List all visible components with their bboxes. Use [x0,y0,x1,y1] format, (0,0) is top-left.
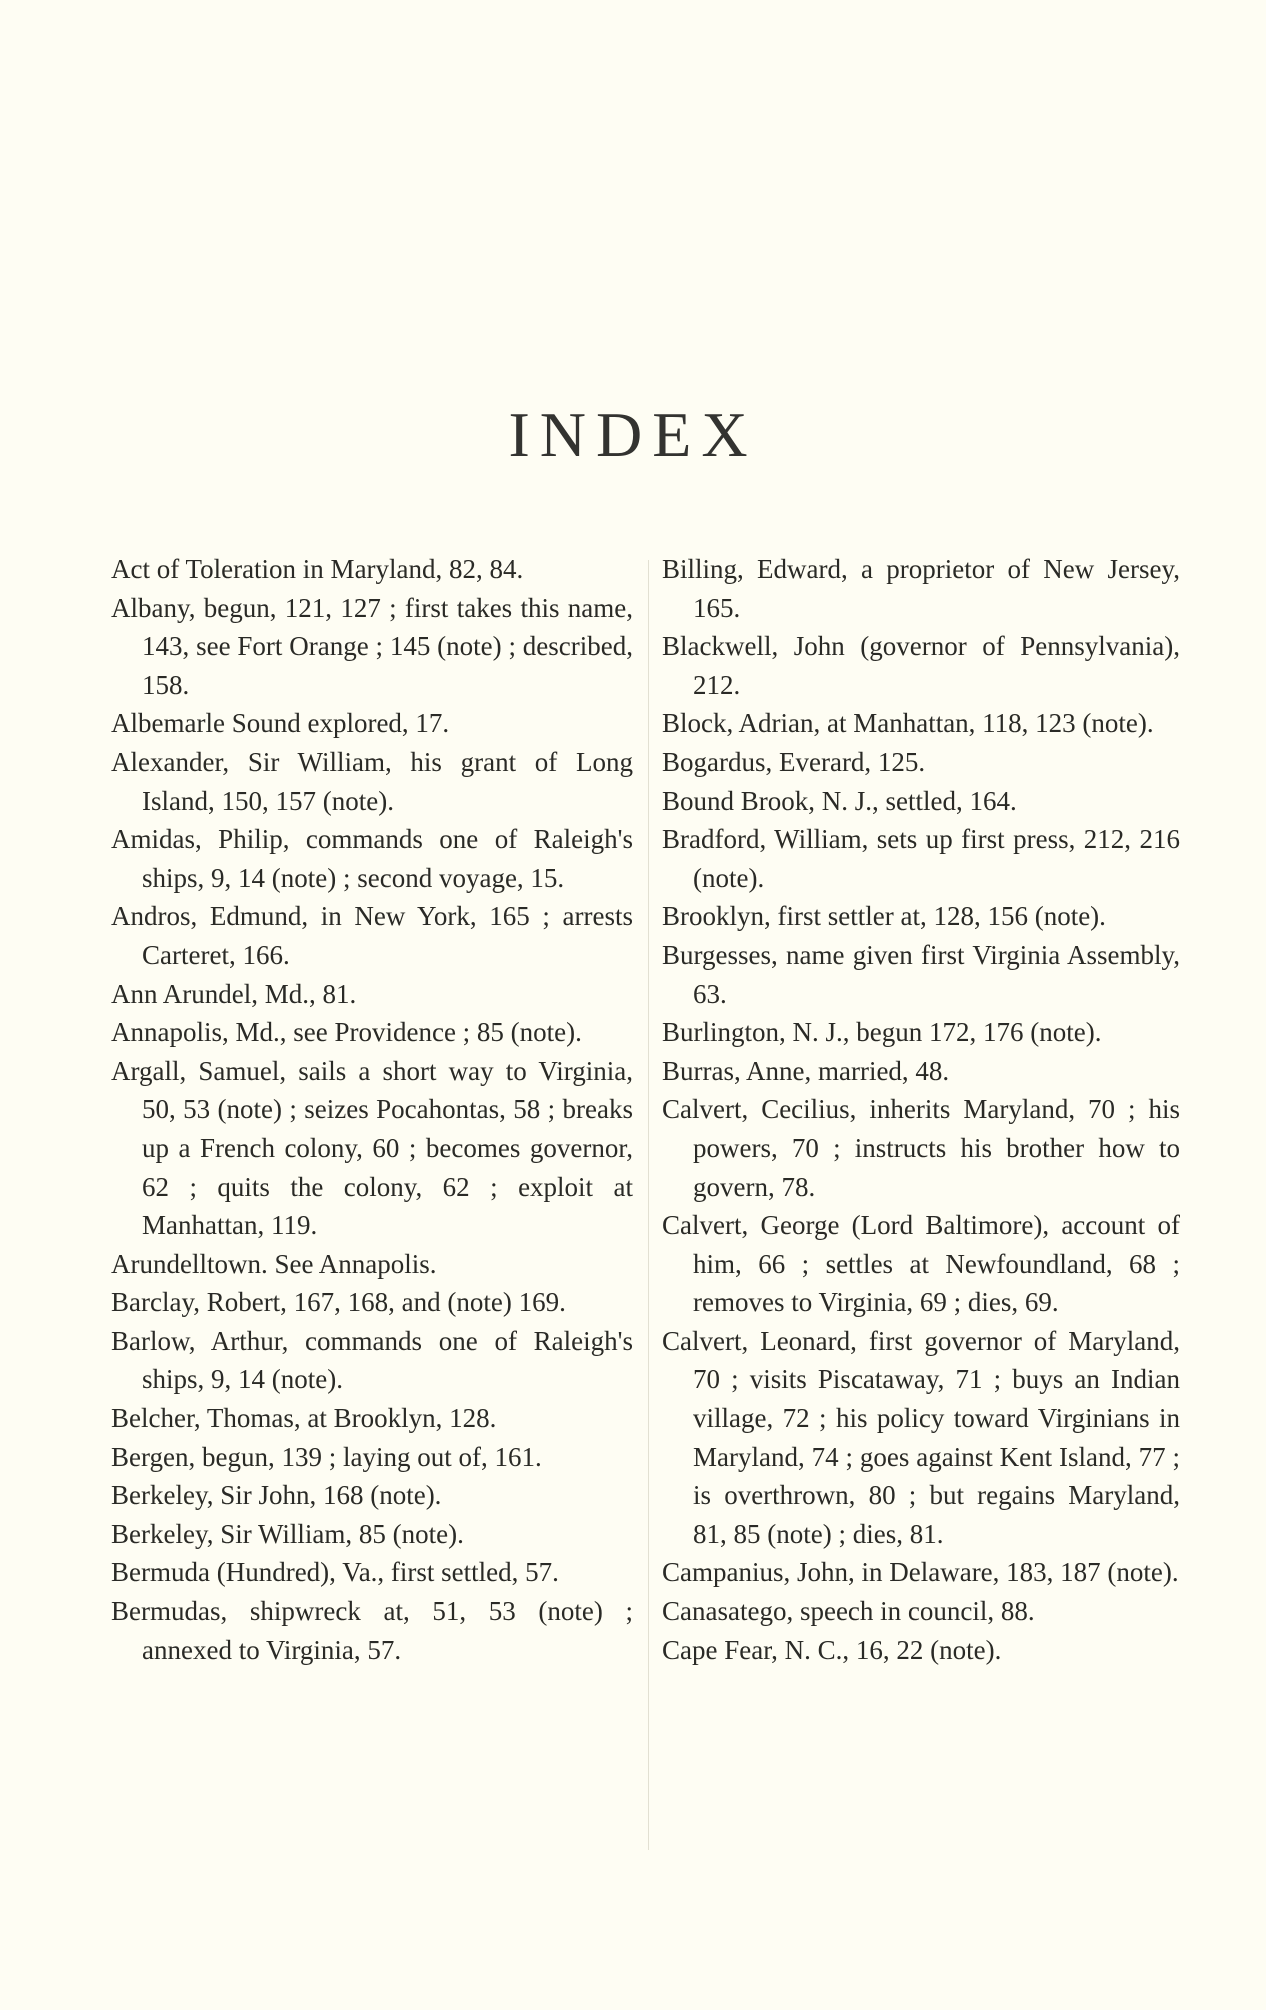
index-entry: Bradford, William, sets up first press, 212, 216 (note). [662,824,1180,893]
index-entry: Billing, Edward, a proprietor of New Jersey, 165. [662,554,1180,623]
index-column-right [662,550,1180,1669]
index-entry: Albemarle Sound explored, 17. [111,708,450,739]
index-entry: Alexander, Sir William, his grant of Long Island, 150, 157 (note). [111,746,633,816]
index-entry: Burgesses, name given first Virginia Assembly, 63. [662,939,1180,1009]
index-entry: Brooklyn, first settler at, 128, 156 (note). [662,901,1106,932]
index-entry: Arundelltown. See Annapolis. [111,1248,437,1279]
index-entry: Barlow, Arthur, commands one of Raleigh's ships, 9, 14 (note). [111,1325,633,1395]
index-entry: Bergen, begun, 139 ; laying out of, 161. [111,1441,542,1472]
index-entry: Bermuda (Hundred), Va., first settled, 57. [111,1557,559,1588]
index-entry: Burras, Anne, married, 48. [662,1055,950,1086]
index-entry: Calvert, Cecilius, inherits Maryland, 70 ; his powers, 70 ; instructs his brother how to govern, 78. [662,1094,1180,1202]
index-entry: Ann Arundel, Md., 81. [111,978,357,1009]
index-entry: Canasatego, speech in council, 88. [662,1596,1035,1627]
index-entry: Andros, Edmund, in New York, 165 ; arrests Carteret, 166. [111,901,633,970]
index-entry: Albany, begun, 121, 127 ; first takes this name, 143, see Fort Orange ; 145 (note) ; described, 158. [111,592,633,700]
index-column-left [111,550,633,1669]
index-entry: Annapolis, Md., see Providence ; 85 (note). [111,1017,582,1048]
index-entry: Campanius, John, in Delaware, 183, 187 (note). [662,1557,1179,1588]
index-entry: Belcher, Thomas, at Brooklyn, 128. [111,1403,497,1434]
index-entry: Calvert, George (Lord Baltimore), account of him, 66 ; settles at Newfoundland, 68 ; removes to Virginia, 69 ; dies, 69. [662,1210,1180,1318]
index-entry: Argall, Samuel, sails a short way to Virginia, 50, 53 (note) ; seizes Pocahontas, 58 ; breaks up a French colony, 60 ; becomes governor, 62 ; quits the colony, 62 ; exploit at Manhattan, 119. [111,1055,633,1241]
index-entry: Act of Toleration in Maryland, 82, 84. [111,554,524,584]
index-entry: Bermudas, shipwreck at, 51, 53 (note) ; annexed to Virginia, 57. [111,1596,633,1665]
index-entry: Burlington, N. J., begun 172, 176 (note). [662,1017,1102,1048]
index-entry: Bound Brook, N. J., settled, 164. [662,785,1017,816]
index-entry: Calvert, Leonard, first governor of Maryland, 70 ; visits Piscataway, 71 ; buys an Indian village, 72 ; his policy toward Virginians in Maryland, 74 ; goes against Kent Island, 77 ; is overthrown, 80 ; but regains Maryland, 81, 85 (note) ; dies, 81. [662,1325,1180,1549]
index-entry: Berkeley, Sir John, 168 (note). [111,1480,442,1511]
index-entry: Blackwell, John (governor of Pennsylvania), 212. [662,631,1180,700]
index-entry: Barclay, Robert, 167, 168, and (note) 169. [111,1287,566,1318]
index-entry: Bogardus, Everard, 125. [662,746,926,777]
index-entry: Amidas, Philip, commands one of Raleigh's ships, 9, 14 (note) ; second voyage, 15. [111,824,633,893]
page-title: INDEX [508,399,758,470]
column-divider [648,560,649,1850]
index-entry: Block, Adrian, at Manhattan, 118, 123 (note). [662,708,1154,739]
index-entry: Berkeley, Sir William, 85 (note). [111,1518,464,1549]
index-entry: Cape Fear, N. C., 16, 22 (note). [662,1634,1002,1665]
